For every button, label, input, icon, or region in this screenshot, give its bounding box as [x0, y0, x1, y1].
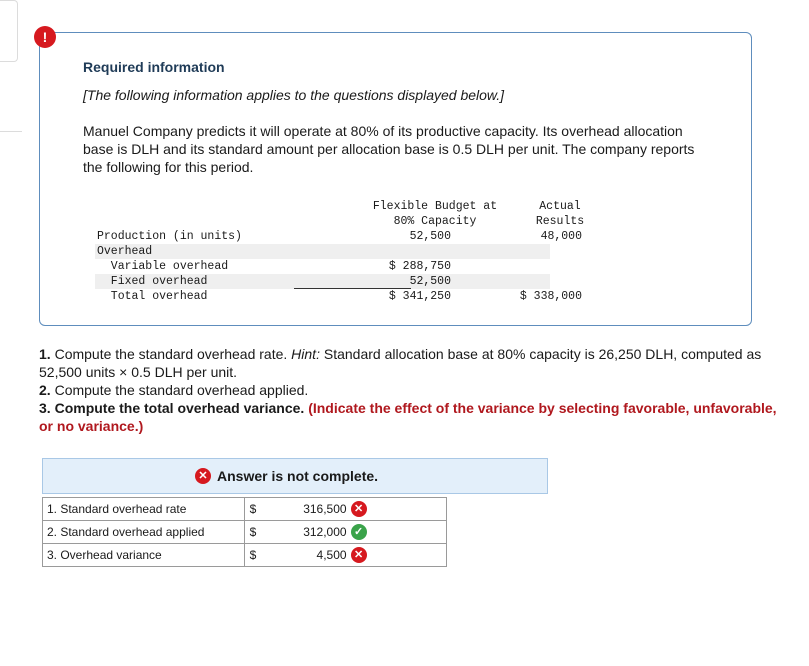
- required-information-box: [39, 32, 752, 326]
- currency-symbol: $: [249, 525, 257, 539]
- row-label: Variable overhead: [97, 260, 229, 273]
- answer-label: 1. Standard overhead rate: [43, 498, 245, 521]
- alert-icon: !: [34, 26, 56, 48]
- row-col2: $ 338,000: [519, 290, 582, 303]
- currency-symbol: $: [249, 502, 257, 516]
- row-col1: 52,500: [409, 230, 451, 243]
- row-label: Production (in units): [97, 230, 242, 243]
- answer-status-banner: [42, 458, 548, 494]
- row-label: Total overhead: [97, 290, 208, 303]
- answer-input[interactable]: 316,500: [303, 502, 347, 516]
- incorrect-icon: ✕: [351, 547, 367, 563]
- question-2: [39, 381, 779, 399]
- q1-text: Compute the standard overhead rate.: [54, 346, 288, 362]
- answer-input[interactable]: 312,000: [303, 525, 347, 539]
- required-info-title: Required information: [83, 59, 225, 75]
- answer-value-cell[interactable]: [244, 521, 446, 544]
- row-col1: 52,500: [409, 275, 451, 288]
- q1-number: 1.: [39, 346, 51, 362]
- incorrect-icon: ✕: [351, 501, 367, 517]
- question-1: [39, 345, 779, 381]
- answer-row: [43, 498, 447, 521]
- table-row: [95, 229, 582, 244]
- q2-text: Compute the standard overhead applied.: [54, 382, 309, 398]
- answer-label: 2. Standard overhead applied: [43, 521, 245, 544]
- col1-header-line2: 80% Capacity: [393, 215, 477, 228]
- q1-hint-text: Standard allocation base at 80% capacity is 26,250 DLH, computed as 52,500 units × 0.5 DLH per unit.: [39, 346, 762, 380]
- q3-instruction: (Indicate the effect of the variance by selecting favorable, unfavorable, or no variance.): [39, 400, 777, 434]
- answer-row: [43, 544, 447, 567]
- q3-text: Compute the total overhead variance.: [54, 400, 305, 416]
- table-row: [95, 259, 550, 274]
- currency-symbol: $: [249, 548, 257, 562]
- answer-value-cell[interactable]: [244, 544, 446, 567]
- answer-input[interactable]: 4,500: [316, 548, 347, 562]
- col1-header-line1: Flexible Budget at: [372, 200, 498, 213]
- col2-header-line1: Actual: [539, 200, 581, 213]
- required-info-subtitle: [The following information applies to the questions displayed below.]: [83, 87, 505, 103]
- answer-row: [43, 521, 447, 544]
- budget-table: [95, 193, 585, 303]
- required-info-paragraph: Manuel Company predicts it will operate at 80% of its productive capacity. Its overhead allocation base is DLH and its standard amount per allocation base is 0.5 DLH per unit. The company reports the following for this period.: [83, 123, 695, 175]
- q2-number: 2.: [39, 382, 51, 398]
- row-label: Fixed overhead: [97, 275, 208, 288]
- q3-number: 3.: [39, 400, 51, 416]
- question-3: [39, 399, 779, 435]
- q1-hint-label: Hint:: [291, 346, 320, 362]
- incomplete-icon: ✕: [195, 468, 211, 484]
- questions-block: [39, 345, 779, 435]
- table-row: [95, 244, 550, 259]
- side-divider: [0, 131, 22, 132]
- row-label: Overhead: [97, 245, 153, 258]
- table-row: [95, 289, 582, 304]
- answer-status-text: Answer is not complete.: [217, 468, 379, 484]
- row-col1: $ 288,750: [388, 260, 451, 273]
- row-col2: 48,000: [540, 230, 582, 243]
- row-col1: $ 341,250: [388, 290, 451, 303]
- answer-table: [42, 497, 447, 567]
- table-row: [95, 274, 550, 289]
- answer-value-cell[interactable]: [244, 498, 446, 521]
- col2-header-line2: Results: [535, 215, 585, 228]
- answer-label: 3. Overhead variance: [43, 544, 245, 567]
- correct-check-icon: ✓: [351, 524, 367, 540]
- side-panel-fragment: [0, 0, 18, 62]
